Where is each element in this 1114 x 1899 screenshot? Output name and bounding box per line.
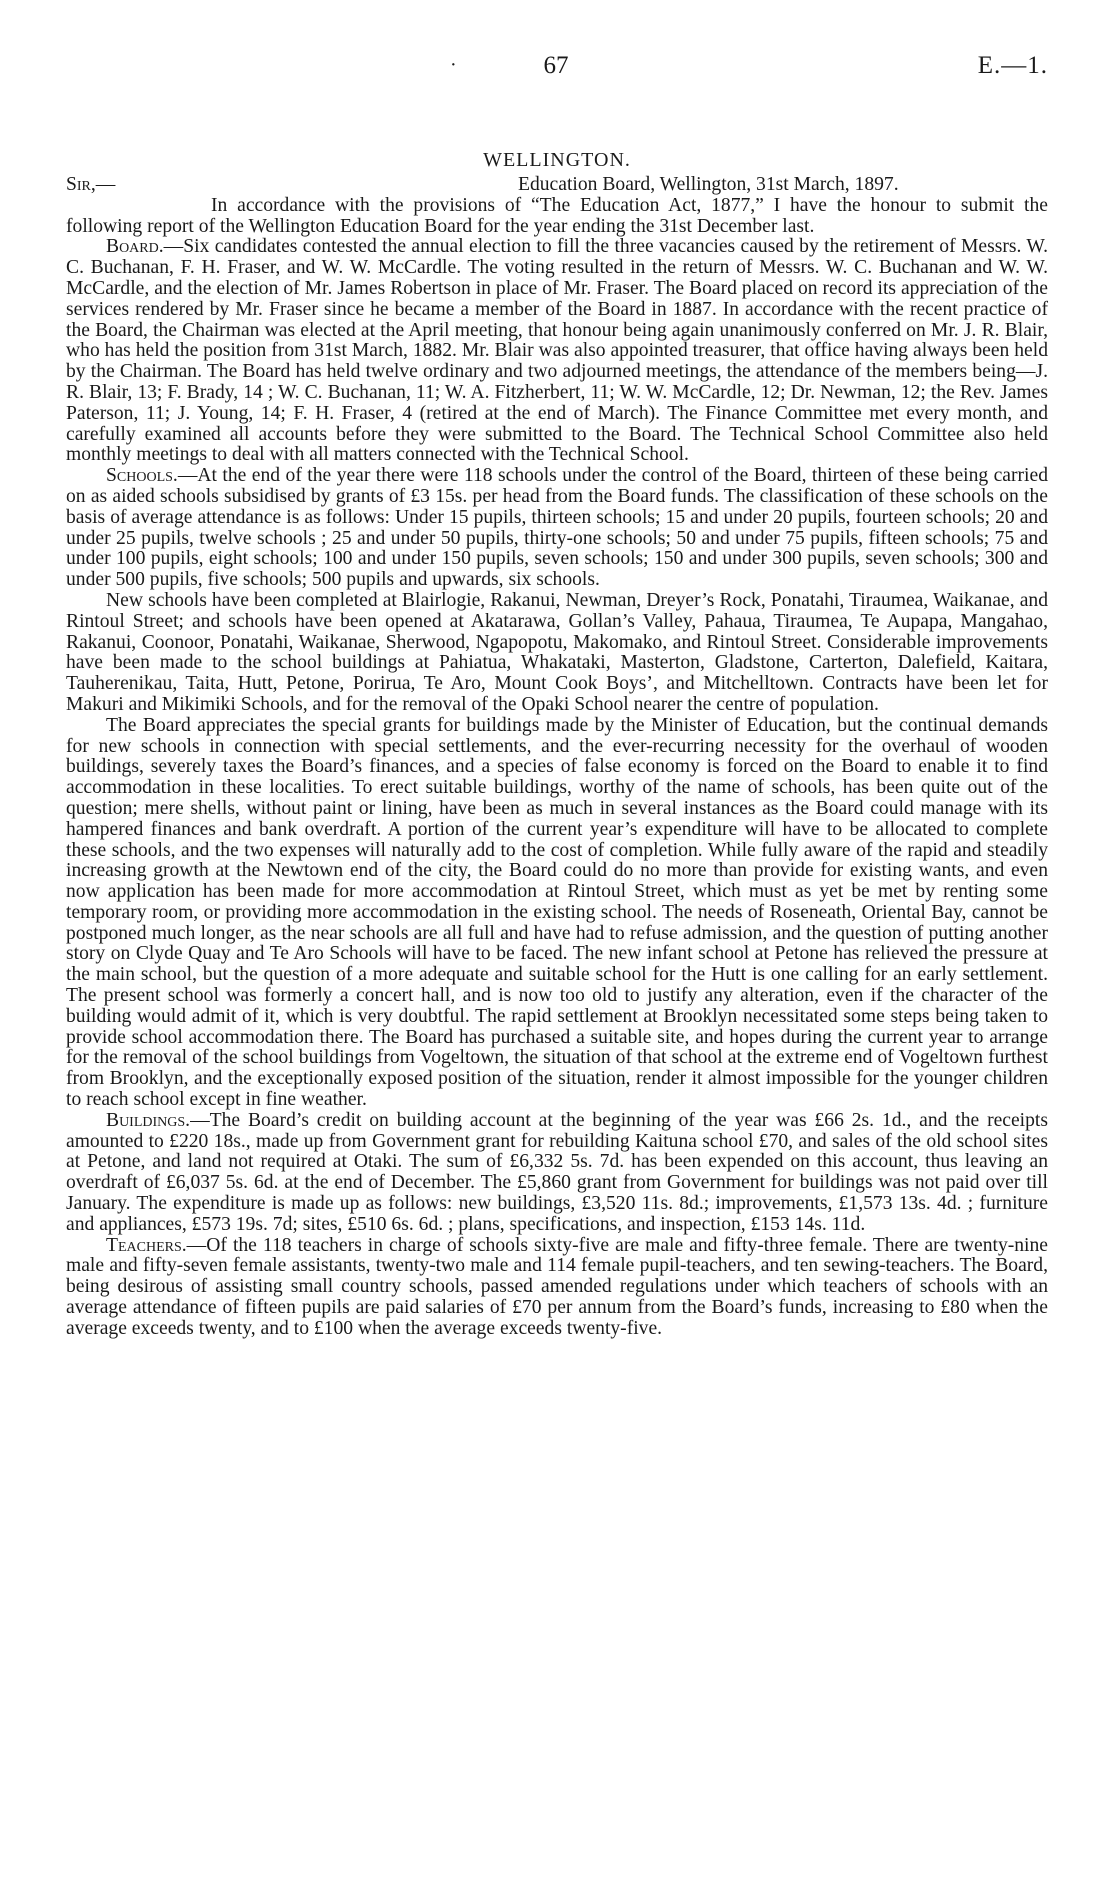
paragraph-text: —Of the 118 teachers in charge of schools sixty-five are male and fifty-three female. There are twenty-nine male and fifty-seven female assistants, twenty-two male and 114 female pupil-teachers, and ten sewing-teachers. The Board, being desirous of assisting small country schools, passed amended regulations under which teachers of schools with an average attendance of fifteen pupils are paid salaries of £70 per annum from the Board’s funds, increasing to £80 when the average exceeds twenty, and to £100 when the average exceeds twenty-five.	[66, 1234, 1048, 1339]
section-heading-teachers: Teachers.	[106, 1234, 187, 1256]
paragraph-text: —Six candidates contested the annual election to fill the three vacancies caused by the retirement of Messrs. W. C. Buchanan, F. H. Fraser, and W. W. McCardle. The voting resulted in the return of Messrs. W. C. Buchanan and W. W. McCardle, and the election of Mr. James Robertson in place of Mr. Fraser. The Board placed on record its appreciation of the services rendered by Mr. Fraser since he became a member of the Board in 1887. In accordance with the recent practice of the Board, the Chairman was elected at the April meeting, that honour being again unanimously conferred on Mr. J. R. Blair, who has held the position from 31st March, 1882. Mr. Blair was also appointed treasurer, that office having always been held by the Chairman. The Board has held twelve ordinary and two adjourned meetings, the attendance of the members being—J. R. Blair, 13; F. Brady, 14 ; W. C. Buchanan, 11; W. A. Fitzherbert, 11; W. W. McCardle, 12; Dr. Newman, 12; the Rev. James Paterson, 11; J. Young, 14; F. H. Fraser, 4 (retired at the end of March). The Finance Committee met every month, and carefully examined all accounts before they were submitted to the Board. The Technical School Committee also held monthly meetings to deal with all matters connected with the Technical School.	[66, 236, 1048, 466]
paragraph-board	[66, 237, 1048, 466]
section-heading-buildings: Buildings.	[106, 1109, 191, 1131]
paragraph-text: The Board appreciates the special grants for buildings made by the Minister of Education, but the continual demands for new schools in connection with special settlements, and the ever-recurring necessity for the overhaul of wooden buildings, severely taxes the Board’s finances, and a species of false economy is forced on the Board to enable it to find accommodation in these localities. To erect suitable buildings, worthy of the name of schools, has been quite out of the question; mere shells, without paint or lining, have been as much in several instances as the Board could manage with its hampered finances and bank overdraft. A portion of the current year’s expenditure will have to be allocated to complete these schools, and the two expenses will naturally add to the cost of completion. While fully aware of the rapid and steadily increasing growth at the Newtown end of the city, the Board could do no more than provide for existing wants, and even now application has been made for more accommodation at Rintoul Street, which must as yet be met by renting some temporary room, or providing more accommodation in the existing school. The needs of Roseneath, Oriental Bay, cannot be postponed much longer, as the near schools are all full and have had to refuse admission, and the question of putting another story on Clyde Quay and Te Aro Schools will have to be faced. The new infant school at Petone has relieved the pressure at the main school, but the question of a more adequate and suitable school for the Hutt is one calling for an early settlement. The present school was formerly a concert hall, and is now too old to justify any alteration, even if the character of the building would admit of it, which is very doubtful. The rapid settlement at Brooklyn necessitated some steps being taken to provide school accommodation there. The Board has purchased a suitable site, and hopes during the current year to arrange for the removal of the school buildings from Vogeltown, the situation of that school at the extreme end of Vogeltown furthest from Brooklyn, and the exceptionally exposed position of the situation, render it almost impossible for the younger children to reach school except in fine weather.	[66, 714, 1048, 1111]
dateline: Education Board, Wellington, 31st March, 1897.	[518, 173, 899, 195]
report-body	[66, 150, 1048, 1340]
paragraph-text: —The Board’s credit on building account at the beginning of the year was £66 2s. 1d., and the receipts amounted to £220 18s., made up from Government grant for rebuilding Kaituna school £70, and sales of the old school sites at Petone, and land not required at Otaki. The sum of £6,332 5s. 7d. has been expended on this account, thus leaving an overdraft of £6,037 5s. 6d. at the end of December. The £5,860 grant from Government for buildings was not paid over till January. The expenditure is made up as follows: new buildings, £3,520 11s. 8d.; improvements, £1,573 13s. 4d. ; furniture and appliances, £573 19s. 7d; sites, £510 6s. 6d. ; plans, specifications, and inspection, £153 14s. 11d.	[66, 1109, 1048, 1235]
intro-paragraph: In accordance with the provisions of “The Education Act, 1877,” I have the honour to submit the following report of the Wellington Education Board for the year ending the 31st December last.	[66, 194, 1048, 237]
paragraph-teachers	[66, 1236, 1048, 1340]
paragraph-buildings	[66, 1111, 1048, 1236]
header-dot: ·	[450, 54, 457, 76]
document-code: E.—1.	[977, 52, 1048, 79]
paragraph-board-appreciates	[66, 716, 1048, 1111]
salutation-row	[66, 175, 1048, 196]
section-heading-schools: Schools.	[106, 465, 178, 487]
paragraph-schools	[66, 466, 1048, 591]
paragraph-text: —At the end of the year there were 118 schools under the control of the Board, thirteen of these being carried on as aided schools subsidised by grants of £3 15s. per head from the Board funds. The classification of these schools on the basis of average attendance is as follows: Under 15 pupils, thirteen schools; 15 and under 20 pupils, fourteen schools; 20 and under 25 pupils, twelve schools ; 25 and under 50 pupils, thirty-one schools; 50 and under 75 pupils, fifteen schools; 75 and under 100 pupils, eight schools; 100 and under 150 pupils, seven schools; 150 and under 300 pupils, seven schools; 300 and under 500 pupils, five schools; 500 pupils and upwards, six schools.	[66, 465, 1048, 591]
paragraph-new-schools	[66, 591, 1048, 716]
page-header	[64, 52, 1048, 82]
salutation: Sir,—	[66, 173, 116, 195]
page-number: 67	[543, 52, 569, 79]
paragraph-text: New schools have been completed at Blairlogie, Rakanui, Newman, Dreyer’s Rock, Ponatahi, Tiraumea, Waikanae, and Rintoul Street; and schools have been opened at Akatarawa, Gollan’s Valley, Pahaua, Tiraumea, Te Aupapa, Mangahao, Rakanui, Coonoor, Ponatahi, Waikanae, Sherwood, Ngapopotu, Makomako, and Rintoul Street. Considerable improvements have been made to the school buildings at Pahiatua, Whakataki, Masterton, Gladstone, Carterton, Dalefield, Kaitara, Tauherenikau, Taita, Hutt, Petone, Porirua, Te Aro, Mount Cook Boys’, and Mitchelltown. Contracts have been let for Makuri and Mikimiki Schools, and for the removal of the Opaki School nearer the centre of population.	[66, 589, 1048, 715]
report-title: WELLINGTON.	[483, 149, 631, 171]
section-heading-board: Board.	[106, 236, 164, 258]
